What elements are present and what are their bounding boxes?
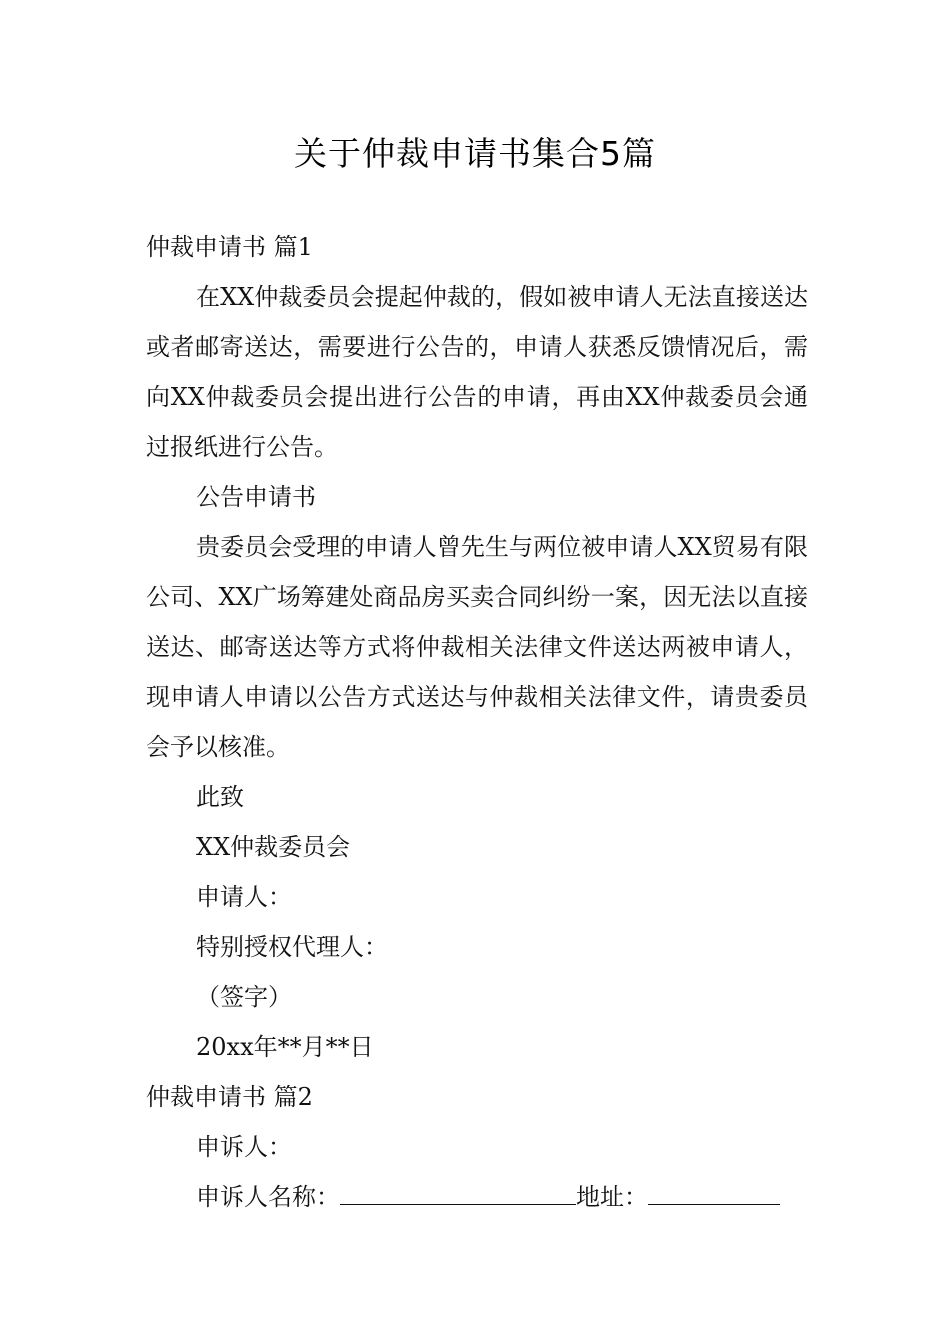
document-date: 20xx年**月**日	[196, 1033, 374, 1061]
section-1-intro-paragraph: 在XX仲裁委员会提起仲裁的，假如被申请人无法直接送达或者邮寄送达，需要进行公告的，申请人获悉反馈情况后，需向XX仲裁委员会提出进行公告的申请，再由XX仲裁委员会通过报纸进行公告。	[146, 283, 808, 461]
notice-body-paragraph: 贵委员会受理的申请人曾先生与两位被申请人XX贸易有限公司、XX广场筹建处商品房买卖合同纠纷一案，因无法以直接送达、邮寄送达等方式将仲裁相关法律文件送达两被申请人，现申请人申请以公告方式送达与仲裁相关法律文件，请贵委员会予以核准。	[146, 533, 808, 761]
document-body	[146, 222, 808, 1222]
address-label: 地址：	[576, 1183, 648, 1211]
salutation: 此致	[196, 783, 244, 811]
applicant-label: 申请人：	[196, 883, 292, 911]
address-blank	[648, 1179, 780, 1205]
section-2-heading: 仲裁申请书 篇2	[146, 1083, 313, 1111]
notice-title: 公告申请书	[196, 483, 316, 511]
signature-label: （签字）	[196, 983, 292, 1011]
complainant-name-line	[146, 1172, 808, 1222]
agent-label: 特别授权代理人：	[196, 933, 388, 961]
section-1-heading: 仲裁申请书 篇1	[146, 233, 313, 261]
complainant-name-label: 申诉人名称：	[196, 1183, 340, 1211]
complainant-name-blank	[340, 1179, 576, 1205]
complainant-label: 申诉人：	[196, 1133, 292, 1161]
document-title: 关于仲裁申请书集合5篇	[294, 134, 656, 173]
recipient: XX仲裁委员会	[196, 833, 351, 861]
